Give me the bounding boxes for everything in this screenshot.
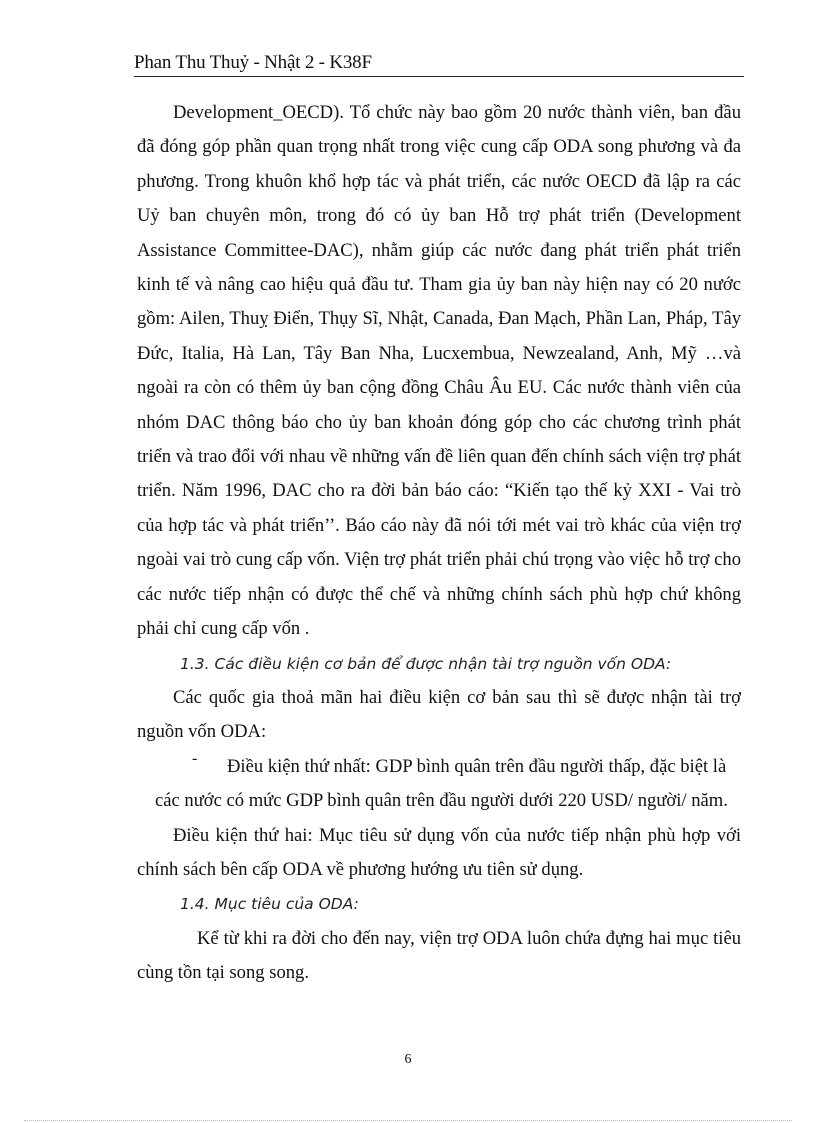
- paragraph-conditions-intro: Các quốc gia thoả mãn hai điều kiện cơ bản sau thì sẽ được nhận tài trợ nguồn vốn ODA:: [137, 686, 741, 743]
- page-number: 6: [404, 1052, 412, 1067]
- condition-one-line2: các nước có mức GDP bình quân trên đầu người dưới 220 USD/ người/ năm.: [155, 790, 728, 812]
- page-bottom-border: [24, 1120, 792, 1121]
- bullet-dash: -: [192, 749, 198, 767]
- header-divider: [134, 76, 744, 77]
- running-header: Phan Thu Thuỷ - Nhật 2 - K38F: [134, 52, 372, 73]
- page-body: [137, 96, 741, 991]
- paragraph-oda-goals: Kể từ khi ra đời cho đến nay, viện trợ ODA luôn chứa đựng hai mục tiêu cùng tồn tại song song.: [137, 927, 741, 984]
- section-heading-1-3: 1.3. Các điều kiện cơ bản để được nhận tài trợ nguồn vốn ODA:: [180, 654, 672, 673]
- section-heading-1-4: 1.4. Mục tiêu của ODA:: [180, 895, 359, 914]
- condition-one-line1: Điều kiện thứ nhất: GDP bình quân trên đầu người thấp, đặc biệt là: [227, 755, 727, 777]
- condition-two: Điều kiện thứ hai: Mục tiêu sử dụng vốn của nước tiếp nhận phù hợp với chính sách bên cấp ODA về phương hướng ưu tiên sử dụng.: [137, 824, 741, 880]
- condition-one: [137, 750, 741, 784]
- paragraph-oecd-dac: Development_OECD). Tổ chức này bao gồm 20 nước thành viên, ban đầu đã đóng góp phần quan trọng nhất trong việc cung cấp ODA song phương và đa phương. Trong khuôn khổ hợp tác và phát triển, các nước OECD đã lập ra các Uỷ ban chuyên môn, trong đó có ủy ban Hỗ trợ phát triển (Development Assistance Committee-DAC), nhằm giúp các nước đang phát triển phát triển kinh tế và nâng cao hiệu quả đầu tư. Tham gia ủy ban này hiện nay có 20 nước gồm: Ailen, Thuỵ Điển, Thụy Sĩ, Nhật, Canada, Đan Mạch, Phần Lan, Pháp, Tây Đức, Italia, Hà Lan, Tây Ban Nha, Lucxembua, Newzealand, Anh, Mỹ …và ngoài ra còn có thêm ủy ban cộng đồng Châu Âu EU. Các nước thành viên của nhóm DAC thông báo cho ủy ban khoản đóng góp cho các chương trình phát triển và trao đổi với nhau về những vấn đề liên quan đến chính sách viện trợ phát triển. Năm 1996, DAC cho ra đời bản báo cáo: “Kiến tạo thế kỷ XXI - Vai trò của hợp tác và phát triển’’. Báo cáo này đã nói tới mét vai trò khác của viện trợ ngoài vai trò cung cấp vốn. Viện trợ phát triển phải chú trọng vào việc hỗ trợ cho các nước tiếp nhận có được thể chế và những chính sách phù hợp chứ không phải chỉ cung cấp vốn .: [137, 102, 741, 640]
